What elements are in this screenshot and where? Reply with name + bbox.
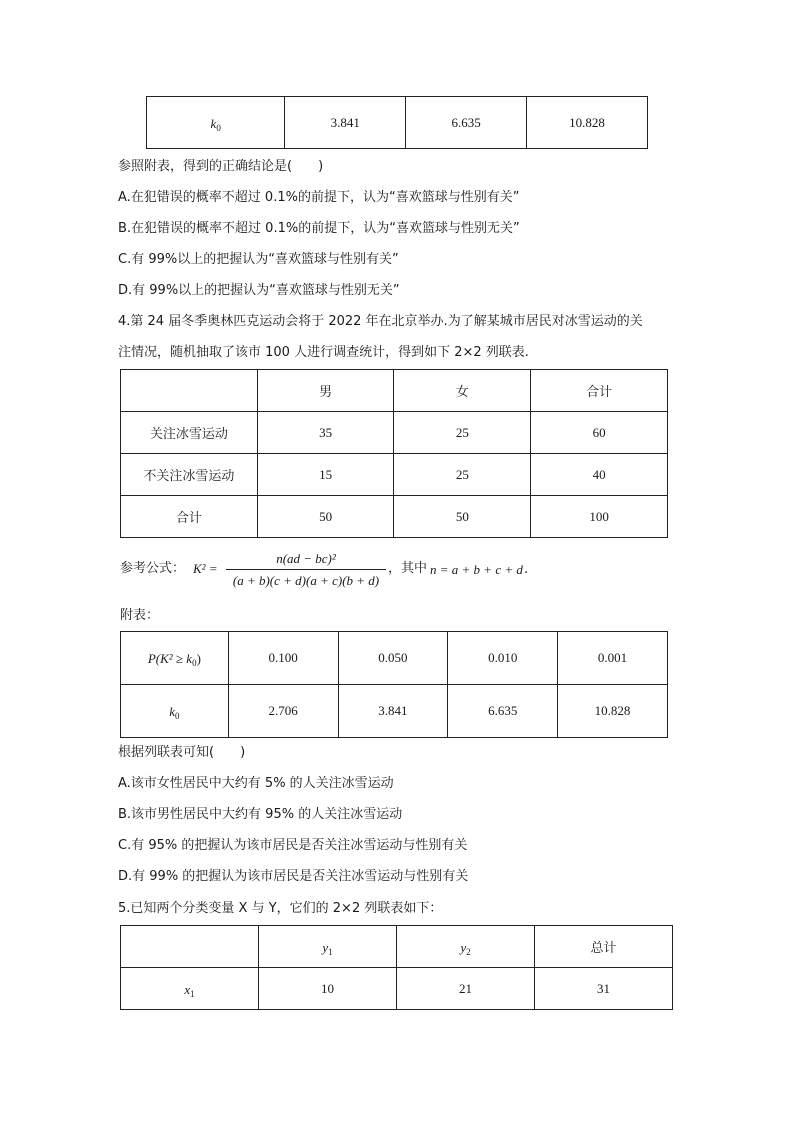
- probability-label-cell: [121, 632, 229, 685]
- table-row: [121, 412, 668, 454]
- q4-stem-line2: 注情况，随机抽取了该市 100 人进行调查统计，得到如下 2×2 列联表.: [118, 345, 529, 360]
- formula-end: .: [524, 562, 529, 577]
- k0-sub: 0: [175, 711, 180, 721]
- y2-sub: 2: [466, 946, 471, 957]
- q3-option-d: D.有 99%以上的把握认为“喜欢篮球与性别无关”: [118, 283, 400, 298]
- table-cell: 10.828: [527, 97, 648, 149]
- table-header-cell: [121, 926, 259, 968]
- formula-numerator: n(ad − bc)²: [276, 551, 336, 566]
- k0-label: k: [210, 115, 217, 131]
- table-header-cell: 女: [394, 370, 531, 412]
- formula-n: n = a + b + c + d: [430, 562, 523, 577]
- q3-option-c: C.有 99%以上的把握认为“喜欢篮球与性别有关”: [118, 252, 399, 267]
- appendix-label: 附表：: [120, 608, 160, 623]
- formula-lhs: K² =: [193, 561, 218, 576]
- table-cell: 60: [531, 412, 668, 454]
- table-cell: 40: [531, 454, 668, 496]
- table-header-cell: [121, 370, 258, 412]
- table-cell: 合计: [121, 496, 258, 538]
- table-row: [121, 926, 673, 968]
- table-cell: 50: [394, 496, 531, 538]
- x1-label: x: [184, 981, 191, 997]
- x1-label-cell: [121, 968, 259, 1010]
- q4-stem-line1: 4.第 24 届冬季奥林匹克运动会将于 2022 年在北京举办.为了解某城市居民对冰雪运动的关: [118, 314, 643, 329]
- table-cell: 50: [257, 496, 394, 538]
- table-header-cell: [258, 926, 396, 968]
- table-cell: 21: [396, 968, 534, 1010]
- y1-label: y: [322, 939, 329, 955]
- table-cell: 3.841: [285, 97, 406, 149]
- formula-where: ，其中: [388, 561, 428, 576]
- q4-option-b: B.该市男性居民中大约有 95% 的人关注冰雪运动: [118, 807, 403, 822]
- y1-sub: 1: [328, 946, 333, 957]
- table-header-cell: 总计: [534, 926, 672, 968]
- x1-sub: 1: [190, 988, 195, 999]
- table-cell: 15: [257, 454, 394, 496]
- q3-option-b: B.在犯错误的概率不超过 0.1%的前提下，认为“喜欢篮球与性别无关”: [118, 221, 520, 236]
- y2-label: y: [460, 939, 467, 955]
- table-row: [121, 454, 668, 496]
- formula-fraction: [224, 550, 388, 590]
- table-cell: 0.050: [338, 632, 448, 685]
- formula-denominator: (a + b)(c + d)(a + c)(b + d): [232, 573, 380, 588]
- k0-label-cell: [121, 685, 229, 738]
- k0-label-cell: [147, 97, 285, 149]
- table-cell: 25: [394, 454, 531, 496]
- q4-prompt: 根据列联表可知( ): [118, 745, 246, 760]
- table-cell: 31: [534, 968, 672, 1010]
- q3-prompt: 参照附表，得到的正确结论是( ): [118, 159, 324, 174]
- q5-stem: 5.已知两个分类变量 X 与 Y，它们的 2×2 列联表如下：: [118, 901, 443, 916]
- table-header-cell: 合计: [531, 370, 668, 412]
- q4-contingency-table: [120, 369, 668, 538]
- table-cell: 0.001: [558, 632, 668, 685]
- q4-option-c: C.有 95% 的把握认为该市居民是否关注冰雪运动与性别有关: [118, 838, 468, 853]
- k0-sub: 0: [216, 122, 221, 133]
- q4-option-d: D.有 99% 的把握认为该市居民是否关注冰雪运动与性别有关: [118, 869, 469, 884]
- table-cell: 0.010: [448, 632, 558, 685]
- table-row: [121, 632, 668, 685]
- table-row: [121, 685, 668, 738]
- k0-label: k: [169, 704, 176, 719]
- probability-label: P(K² ≥ k: [147, 651, 193, 666]
- table-cell: 6.635: [448, 685, 558, 738]
- table-header-cell: [396, 926, 534, 968]
- k0-sub: 0: [192, 658, 197, 668]
- table-row: [121, 968, 673, 1010]
- table-cell: 25: [394, 412, 531, 454]
- table-cell: 关注冰雪运动: [121, 412, 258, 454]
- q5-contingency-table: [120, 925, 673, 1010]
- table-cell: 10: [258, 968, 396, 1010]
- table-cell: 100: [531, 496, 668, 538]
- table-cell: 0.100: [228, 632, 338, 685]
- q3-option-a: A.在犯错误的概率不超过 0.1%的前提下，认为“喜欢篮球与性别有关”: [118, 190, 520, 205]
- formula-label: 参考公式：: [120, 561, 186, 576]
- table-row: [121, 496, 668, 538]
- table-cell: 3.841: [338, 685, 448, 738]
- fraction-bar: [226, 569, 386, 570]
- q4-option-a: A.该市女性居民中大约有 5% 的人关注冰雪运动: [118, 776, 394, 791]
- table-cell: 6.635: [406, 97, 527, 149]
- probability-label-end: ): [196, 651, 201, 666]
- table-header-cell: 男: [257, 370, 394, 412]
- critical-value-table: [120, 631, 668, 738]
- critical-value-table-top: [146, 96, 648, 149]
- table-cell: 2.706: [228, 685, 338, 738]
- table-cell: 不关注冰雪运动: [121, 454, 258, 496]
- table-cell: 35: [257, 412, 394, 454]
- table-cell: 10.828: [558, 685, 668, 738]
